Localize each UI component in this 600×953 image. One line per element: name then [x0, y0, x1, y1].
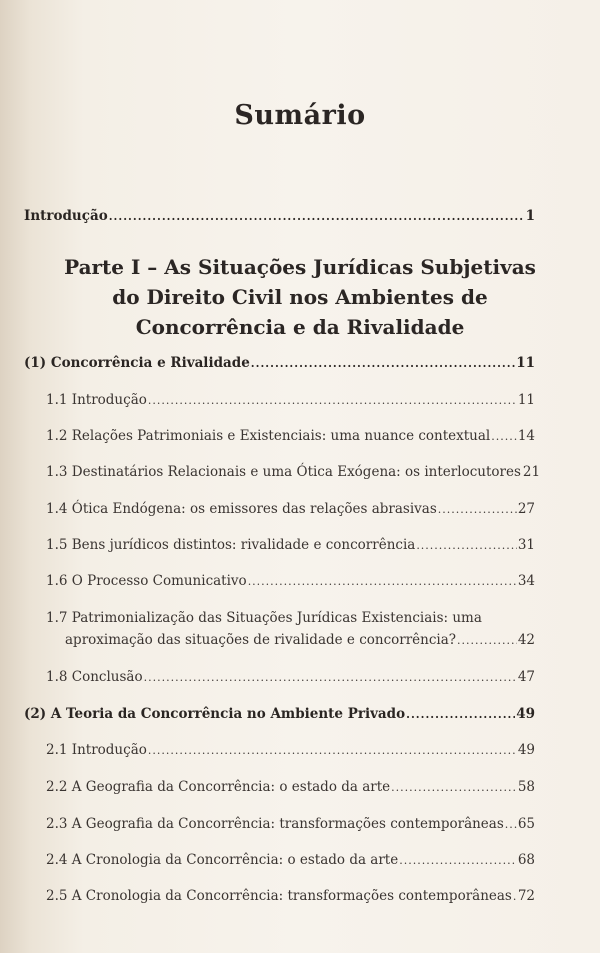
toc-chapter-page: 49 [516, 706, 535, 722]
toc-chapter-title: (2) A Teoria da Concorrência no Ambiente Privado [24, 706, 406, 722]
toc-section-1-6[interactable] [46, 573, 535, 589]
toc-entry-page: 1 [525, 208, 535, 224]
toc-chapter-1[interactable] [24, 355, 535, 371]
toc-section-title: 1.5 Bens jurídicos distintos: rivalidade e concorrência [46, 537, 416, 553]
toc-section-page: 11 [517, 392, 535, 408]
toc-section-title: 2.5 A Cronologia da Concorrência: transformações contemporâneas [46, 888, 512, 904]
toc-section-1-1[interactable] [46, 392, 535, 408]
toc-section-1-5[interactable] [46, 537, 535, 553]
toc-section-title: 2.4 A Cronologia da Concorrência: o estado da arte [46, 852, 399, 868]
toc-section-title: 1.8 Conclusão [46, 669, 143, 685]
toc-section-title-line2: aproximação das situações de rivalidade e concorrência? [65, 632, 457, 648]
part-title-line: do Direito Civil nos Ambientes de [112, 285, 488, 309]
toc-section-1-2[interactable] [46, 428, 535, 444]
toc-section-page: 34 [517, 573, 535, 589]
dot-leader [251, 357, 515, 370]
toc-section-2-3[interactable] [46, 816, 535, 832]
toc-section-2-2[interactable] [46, 779, 535, 795]
toc-entry-introduction[interactable] [24, 208, 535, 224]
part-title-line: Concorrência e da Rivalidade [135, 315, 465, 339]
toc-section-page: 58 [517, 779, 535, 795]
toc-section-1-7[interactable] [65, 632, 535, 648]
toc-section-title: 2.3 A Geografia da Concorrência: transformações contemporâneas [46, 816, 504, 832]
toc-section-title: 1.4 Ótica Endógena: os emissores das relações abrasivas [46, 501, 437, 517]
toc-section-title: 1.3 Destinatários Relacionais e uma Ótica Exógena: os interlocutores [46, 464, 521, 480]
dot-leader [406, 708, 515, 721]
toc-section-page: 68 [517, 852, 535, 868]
dot-leader [416, 539, 517, 552]
part-title [0, 252, 600, 342]
toc-section-title: 1.2 Relações Patrimoniais e Existenciais: uma nuance contextual [46, 428, 491, 444]
toc-section-page: 65 [517, 816, 535, 832]
toc-section-page: 14 [517, 428, 535, 444]
toc-entry-title: Introdução [24, 208, 108, 224]
toc-chapter-title: (1) Concorrência e Rivalidade [24, 355, 250, 371]
toc-section-2-1[interactable] [46, 742, 535, 758]
toc-section-title: 1.1 Introdução [46, 392, 147, 408]
dot-leader [144, 671, 517, 684]
toc-section-page: 49 [517, 742, 535, 758]
toc-section-page: 31 [517, 537, 535, 553]
dot-leader [505, 818, 517, 831]
toc-section-title: 2.1 Introdução [46, 742, 147, 758]
dot-leader [491, 430, 517, 443]
dot-leader [109, 210, 525, 223]
toc-section-page: 47 [517, 669, 535, 685]
dot-leader [148, 394, 517, 407]
dot-leader [513, 890, 517, 903]
dot-leader [399, 854, 517, 867]
page-title: Sumário [234, 100, 366, 131]
toc-section-1-4[interactable] [46, 501, 535, 517]
toc-section-title: 1.6 O Processo Comunicativo [46, 573, 247, 589]
toc-section-2-5[interactable] [46, 888, 535, 904]
toc-section-page: 42 [517, 632, 535, 648]
toc-section-title: 2.2 A Geografia da Concorrência: o estado da arte [46, 779, 391, 795]
toc-section-2-4[interactable] [46, 852, 535, 868]
toc-chapter-2[interactable] [24, 706, 535, 722]
dot-leader [248, 575, 517, 588]
toc-section-1-3[interactable] [46, 464, 541, 480]
dot-leader [148, 744, 517, 757]
toc-section-page: 21 [522, 464, 541, 480]
part-title-line: Parte I – As Situações Jurídicas Subjetivas [64, 255, 536, 279]
toc-chapter-page: 11 [516, 355, 535, 371]
toc-section-page: 27 [517, 501, 535, 517]
dot-leader [391, 781, 517, 794]
dot-leader [438, 503, 517, 516]
dot-leader [457, 634, 517, 647]
toc-section-page: 72 [517, 888, 535, 904]
toc-section-title-line1[interactable]: 1.7 Patrimonialização das Situações Jurídicas Existenciais: uma [46, 610, 482, 626]
toc-section-1-8[interactable] [46, 669, 535, 685]
